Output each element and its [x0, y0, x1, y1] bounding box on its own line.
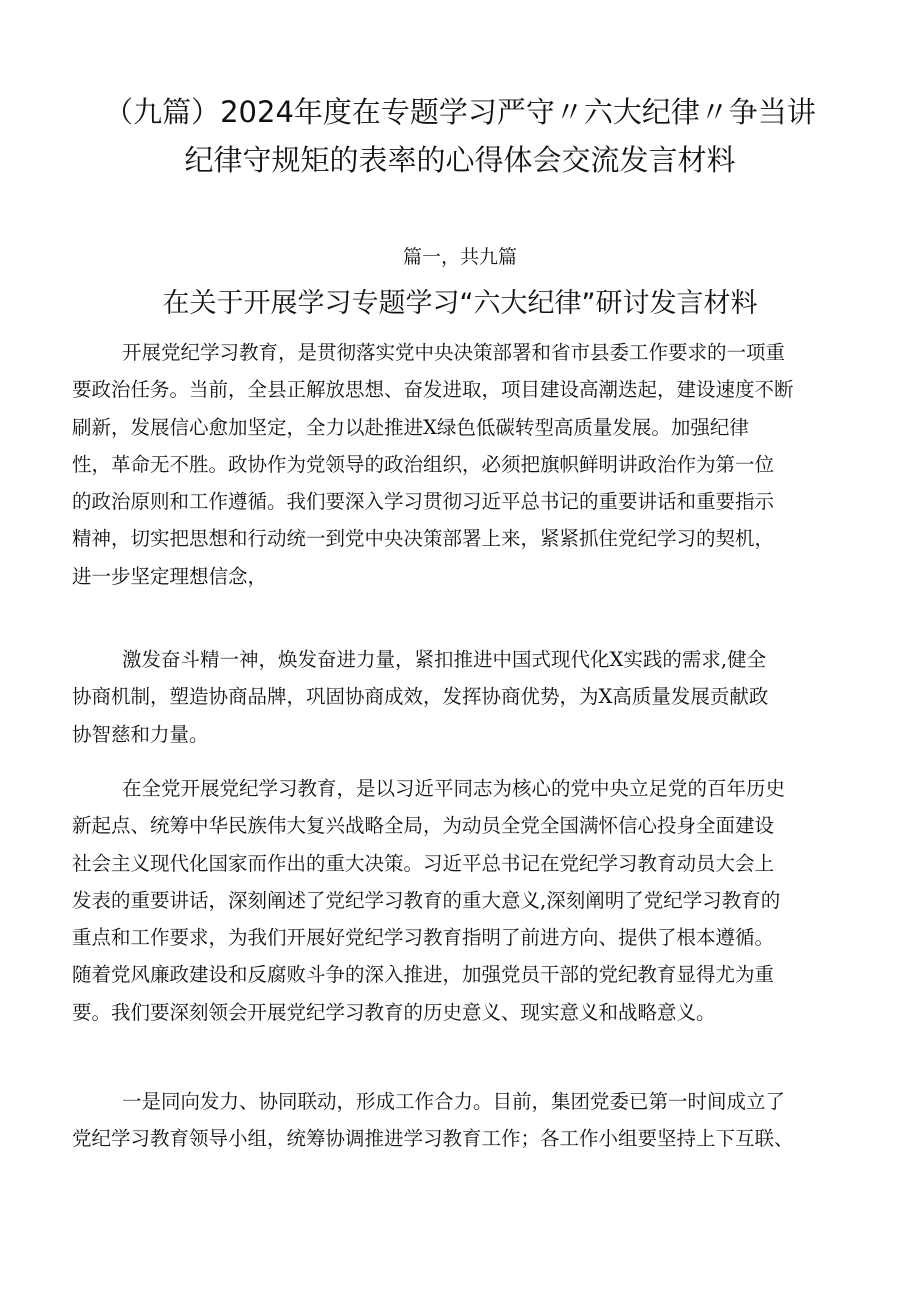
document-title-line: 纪律守规矩的表率的心得体会交流发言材料 — [184, 143, 736, 177]
paragraph-line: 激发奋斗精一神，焕发奋进力量，紧扣推进中国式现代化X实践的需求,健全 — [122, 648, 767, 671]
paragraph — [72, 334, 862, 595]
paragraph-line: 要。我们要深刻领会开展党纪学习教育的历史意义、现实意义和战略意义。 — [72, 1000, 716, 1024]
paragraph-line: 新起点、统筹中华民族伟大复兴战略全局，为动员全党全国满怀信心投身全面建设 — [72, 814, 775, 838]
paragraph-line: 协智慈和力量。 — [72, 722, 209, 746]
paragraph-line: 开展党纪学习教育，是贯彻落实党中央决策部署和省市县委工作要求的一项重 — [122, 341, 786, 364]
paragraph-line: 要政治任务。当前，全县正解放思想、奋发进取，项目建设高潮迭起，建设速度不断 — [72, 378, 794, 402]
paragraph-line: 党纪学习教育领导小组，统筹协调推进学习教育工作；各工作小组要坚持上下互联、 — [72, 1127, 794, 1151]
paragraph — [72, 641, 862, 753]
paragraph-line: 进一步坚定理想信念， — [72, 564, 268, 588]
document-title — [60, 88, 860, 184]
article-title: 在关于开展学习专题学习“六大纪律”研讨发言材料 — [162, 288, 758, 319]
paragraph-line: 协商机制，塑造协商品牌，巩固协商成效，发挥协商优势，为X高质量发展贡献政 — [72, 685, 769, 709]
paragraph-line: 社会主义现代化国家而作出的重大决策。习近平总书记在党纪学习教育动员大会上 — [72, 851, 775, 875]
document-title-line: （九篇）2024年度在专题学习严守〃六大纪律〃争当讲 — [104, 95, 816, 129]
paragraph-line: 发表的重要讲话，深刻阐述了党纪学习教育的重大意义,深刻阐明了党纪学习教育的 — [72, 888, 781, 912]
paragraph-line: 重点和工作要求，为我们开展好党纪学习教育指明了前进方向、提供了根本遵循。 — [72, 926, 775, 950]
paragraph — [72, 1083, 862, 1158]
paragraph — [72, 770, 862, 1031]
paragraph-line: 随着党风廉政建设和反腐败斗争的深入推进，加强党员干部的党纪教育显得尤为重 — [72, 963, 775, 987]
paragraph-line: 刷新，发展信心愈加坚定，全力以赴推进X绿色低碳转型高质量发展。加强纪律 — [72, 415, 749, 439]
paragraph-line: 的政治原则和工作遵循。我们要深入学习贯彻习近平总书记的重要讲话和重要指示 — [72, 490, 775, 514]
section-label: 篇一，共九篇 — [402, 246, 517, 268]
paragraph-line: 性，革命无不胜。政协作为党领导的政治组织，必须把旗帜鲜明讲政治作为第一位 — [72, 452, 775, 476]
paragraph-line: 在全党开展党纪学习教育，是以习近平同志为核心的党中央立足党的百年历史 — [122, 777, 786, 800]
paragraph-line: 精神，切实把思想和行动统一到党中央决策部署上来，紧紧抓住党纪学习的契机， — [72, 527, 775, 551]
paragraph-line: 一是同向发力、协同联动，形成工作合力。目前，集团党委已第一时间成立了 — [122, 1090, 786, 1113]
